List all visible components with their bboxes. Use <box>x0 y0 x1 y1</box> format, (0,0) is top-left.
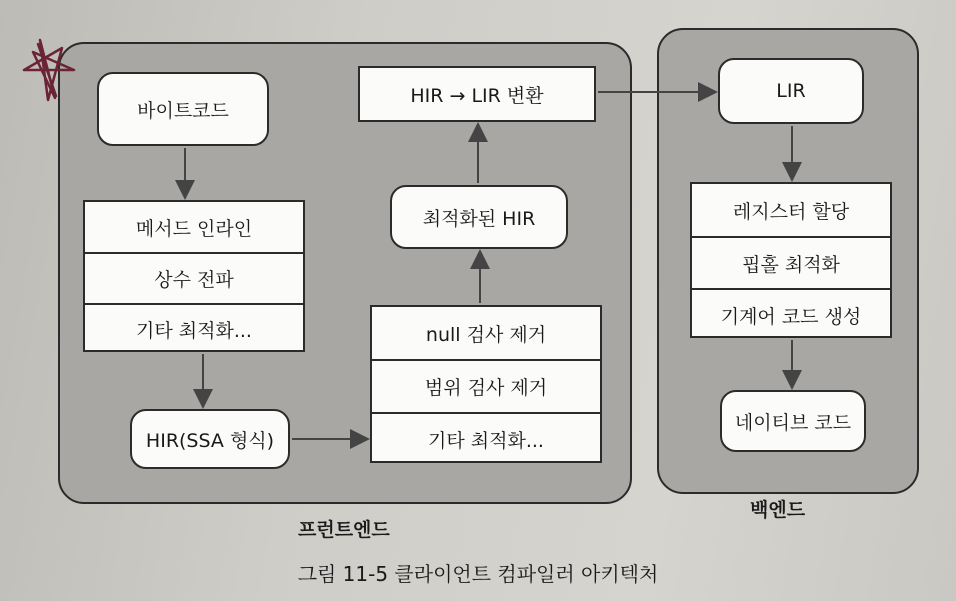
bytecode-box: 바이트코드 <box>97 72 269 146</box>
register-allocation: 레지스터 할당 <box>732 200 850 223</box>
machine-code-generation: 기계어 코드 생성 <box>692 288 890 340</box>
peephole-optimization: 핍홀 최적화 <box>692 236 890 288</box>
backend-label: 백엔드 <box>750 499 806 521</box>
optimized-hir-box: 최적화된 HIR <box>390 185 568 249</box>
native-code-box: 네이티브 코드 <box>720 390 866 452</box>
figure-caption: 그림 11-5 클라이언트 컴파일러 아키텍처 <box>297 562 659 586</box>
hand-drawn-star-icon <box>24 40 74 100</box>
pass-method-inline: 메서드 인라인 <box>135 217 253 240</box>
null-check-elimination: null 검사 제거 <box>425 323 547 346</box>
lir-box: LIR <box>718 58 864 124</box>
frontend-label: 프런트엔드 <box>298 519 390 541</box>
pass-other-optimizations: 기타 최적화... <box>85 303 303 354</box>
hir-to-lir-box: HIR → LIR 변환 <box>358 66 596 122</box>
pass-constant-propagation: 상수 전파 <box>85 252 303 303</box>
other-optimizations: 기타 최적화... <box>372 412 600 465</box>
range-check-elimination: 범위 검사 제거 <box>372 359 600 412</box>
hir-ssa-box: HIR(SSA 형식) <box>130 409 290 469</box>
